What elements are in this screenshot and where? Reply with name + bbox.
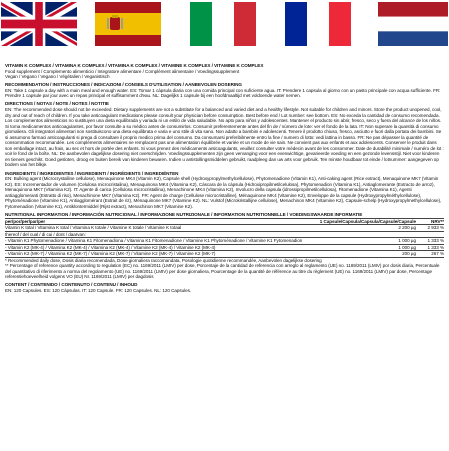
product-subtitle: Food supplement / Complemento alimenticio / Integratore alimentare / Complément alimentaire / Voedingssupplement bbox=[5, 68, 240, 74]
nutrient-value: 2 200 µg bbox=[315, 225, 422, 232]
nutrient-label: - Vitamin K1 Phytomenadione / Vitamina K1 Fitomenadiona / Vitamina K1 Fitomenadione / Vitamine K1 Phytoménadione / Vitamine K1 Fytomenadion bbox=[5, 238, 315, 245]
ingredients-text: EN: Bulking agent (Microcrystalline cellulose), Menaquinone MK4 (Vitamin K2), Capsule shell (Hydroxypropylmethylcellulose), Phytomenadione (Vitamin K1), Anti-caking agent (Rice extract), Menaquinone MK7 (Vitamin K2). ES: Incrementador de volumen (Celulosa microcristalina), Menaquinona MK4 (Vitamina K2), Cáscara de la cápsula (Hidroxipropilmetilcelulosa), Phytomenadion (Vitamina K1), Antiaglomerante (Extracto de arroz), Menaquinona MK7 (Vitamina K2). IT: Agente di carica (Cellulosa microcristallina), Menachinone MK4 (Vitamina K2), Involucro della capsula (idrossipropilmetilcellulosa), Fitomenadione (Vitamina K1), Agenti antiagglomeranti (Estratto di riso), Menachinone MK7 (Vitamina K2). FR: Agent de charge (Cellulose microcristalline), Ménaquinone MK4 (Vitamine K2), Enveloppe de la capsule (Hydroxypropylméthylcellulose), Phytoménadione (Vitamine K1), Antiagglomérant (Extrait de riz), Ménaquinone MK7 (Vitamine K2). NL: Vulstof (Microkristallijne cellulose), Menachinon MK4 (Vitamine K2), Capsule-schelp (Hydroxypropylmethylcellulose), Fytomenadion (Vitamine K1), Antiklontermiddel (Rijst extract), Menachinon MK7 (Vitamine K2). bbox=[5, 176, 442, 209]
spain-flag bbox=[95, 2, 161, 46]
footnote-daily-dose: * Recommended daily dose, Dosis diaria recomendada, Dose giornaliera raccomandata, Posologie quotidienne recommandée, Aanbevolen dagelijkse dosering bbox=[5, 257, 322, 263]
nutrient-label: - Vitamin K2 (MK-4) / Vitamina K2 (MK-4) / Vitamina K2 (MK-4) / Vitamine K2 (MK-4) / Vitamine K2 (MK-4) bbox=[5, 244, 315, 251]
nutrition-col-label: per/por/per/par/per bbox=[5, 218, 315, 225]
nutrient-label: thereof / del cual / di cui / dont / daarvan: bbox=[5, 231, 315, 238]
content-heading: CONTENT / CONTENIDO / CONTENUTO / CONTENU / INHOUD bbox=[5, 282, 138, 288]
content-text: EN: 120 Capsules. ES: 120 Cápsulas. IT: 120 Capsule. FR: 120 Capsules. NL: 120 Capsules. bbox=[5, 287, 192, 293]
nutrient-nrv: 267 % bbox=[422, 251, 444, 258]
recommendation-heading: RECOMMENDATION / INSTRUCCIONES / INDICAZIONI / CONSEILS D'UTILISATION / AANBEVOLEN DOSERING bbox=[5, 82, 242, 88]
nutrient-value: 200 µg bbox=[315, 251, 422, 258]
product-title: VITAMIN K COMPLEX / VITAMINA K COMPLEX / VITAMINA K COMPLEX / VITAMINE K COMPLEX / VITAMINE K COMPLEX bbox=[5, 63, 264, 68]
flag-strip bbox=[0, 0, 449, 58]
nutrient-label: - Vitamin K2 (MK-7) / Vitamina K2 (MK-7) / Vitamina K2 (MK-7) / Vitamine K2 (MK-7) / Vitamine K2 (MK-7) bbox=[5, 251, 315, 258]
nutrition-heading: NUTRITIONAL INFORMATION / INFORMACIÓN NUTRICIONAL / INFORMAZIONE NUTRIZIONALE / INFORMATION NUTRITIONNELLE / VOEDINGSWAARDE INFORMATIE bbox=[5, 212, 363, 218]
uk-flag bbox=[1, 2, 77, 46]
directions-heading: DIRECTIONS / NOTAS / NOTE / NOTES / NOTITIE bbox=[5, 101, 109, 107]
diet-info: Vegan / Vegano / Vegano / Végétalien / Veganistisch bbox=[5, 74, 110, 80]
ingredients-heading: INGREDIENTS / INGREDIENTES / INGREDIENTI / INGRÉDIENTS / INGREDIËNTEN bbox=[5, 170, 179, 176]
nutrient-nrv: 1 333 % bbox=[422, 244, 444, 251]
nutrient-nrv: 1 333 % bbox=[422, 238, 444, 245]
footnote-nrv: ** Percentage of reference quantity according to regulation (EC) no. 1169/2011 (LMIV) per dose, Porcentaje de la cantidad de referencia con arreglo al reglamento (UE) no. 1169/2011 (LMIV) por dosis diaria, Percentuale del quantitativo di riferimento a norma del regolamento (UE) no. 1169/2011 (LMIV) per dose giornaliera, Pourcentage de la quantité de référence au titre du règlement (UE) no. 1169/2011 (LMIV) par dose, Percentage referentiehoeveelheid volgens VO (EU) Nr. 1169/2011 (LMIV) per dagdosis bbox=[5, 263, 440, 280]
nutrient-value: 1 000 µg bbox=[315, 238, 422, 245]
italy-flag bbox=[190, 2, 256, 46]
nutrition-row bbox=[5, 251, 444, 258]
product-label bbox=[5, 63, 444, 293]
nutrient-nrv: 2 933 % bbox=[422, 225, 444, 232]
nutrient-value: 1 000 µg bbox=[315, 244, 422, 251]
nutrient-label: Vitamin K total / Vitamina K total / Vitamina K totale / Vitamine K totale / Vitamine K totaal bbox=[5, 225, 315, 232]
france-flag bbox=[285, 2, 351, 46]
nutrition-table bbox=[5, 218, 444, 258]
nutrition-col-serving: 1 Capsule/Capsula/Capsula/Capsule/Capsule bbox=[315, 218, 422, 225]
recommendation-text: EN: Take 1 capsule a day with a main meal and enough water. ES: Tomar 1 cápsula diaria con una comida principal con suficiente agua. IT: Prendere 1 capsula al giorno con un pasto principale con acqua sufficiente. FR: Prendre 1 capsule par jour avec un repas principal et suffisamment d'eau. NL: Dagelijks 1 capsule bij een hoofdmaaltijd met voldoende water nemen. bbox=[5, 87, 441, 99]
nutrition-col-nrv: NRV** bbox=[422, 218, 444, 225]
directions-text: EN: The recommended dose should not be exceeded. Dietary supplements are not a substitute for a balanced and varied diet and a healthy lifestyle. Not suitable for children and minors. Store the product unopened, cool, dry and out of reach of children. If you take anticoagulant medications please consult your physician before consumption. Best before end / Lot number: see bottom. ES: No exceda la cantidad de consumo recomendada. Los complementos alimenticios no sustituyen una dieta equilibrada y variada ni un estilo de vida saludable. No apto para niños y adolescentes. Mantener el producto sin abrir, fresco, seco y fuera del alcance de los niños. Si toma medicamentos anticoagulantes, por favor consulte a su médico antes de consumirlos. Consumir preferentemente antes del fin de / número de lote: ver el fondo de la lata. IT: Non superare la quantità di consumo giornaliera. Gli integratori alimentari non sostituiscono una dieta equilibrata e varia e uno stile di vita sano. Non adatto a bambini e adolescenti. Tenere il prodotto chiuso, fresco, asciutto e fuori dalla portata dei bambini. Se si assumono farmaci anticoagulanti si prega di consultare il proprio medico prima del consumo. Da consumarsi preferibilmente entro la fine / numero di lotto: vedi lattina in basso. FR: Ne pas dépasser la quantité de consommation recommandée. Les compléments alimentaires ne remplacent pas une alimentation équilibrée et variée et un mode de vie sain. Ne convient pas aux enfants et aux adolescents. Conserver le produit dans son emballage intact, au frais, au sec et hors de portée des enfants. Si vous prenez des médicaments anticoagulants, veuillez consulter votre médecin avant de les consommer. Date de durabilité minimale / numéro de lot : voir le fond de la boîte. NL: De aanbevolen dagelijkse dosering niet overschrijden. Voedingssupplementen zijn geen vervanging voor een evenwichtige, gevarieerde voeding en een gezonde levensstijl. Niet voor kinderen en tieners geschikt. Goed gesloten, droog en buiten bereik van kinderen bewaren. Indien u antistollingsmiddelen gebruikt, raadpleeg dan uw arts voor gebruik. Ten minste houdbaar tot einde / lotnummer: aangegeven op bodem van het blikje. bbox=[5, 107, 444, 168]
netherlands-flag bbox=[378, 2, 448, 46]
